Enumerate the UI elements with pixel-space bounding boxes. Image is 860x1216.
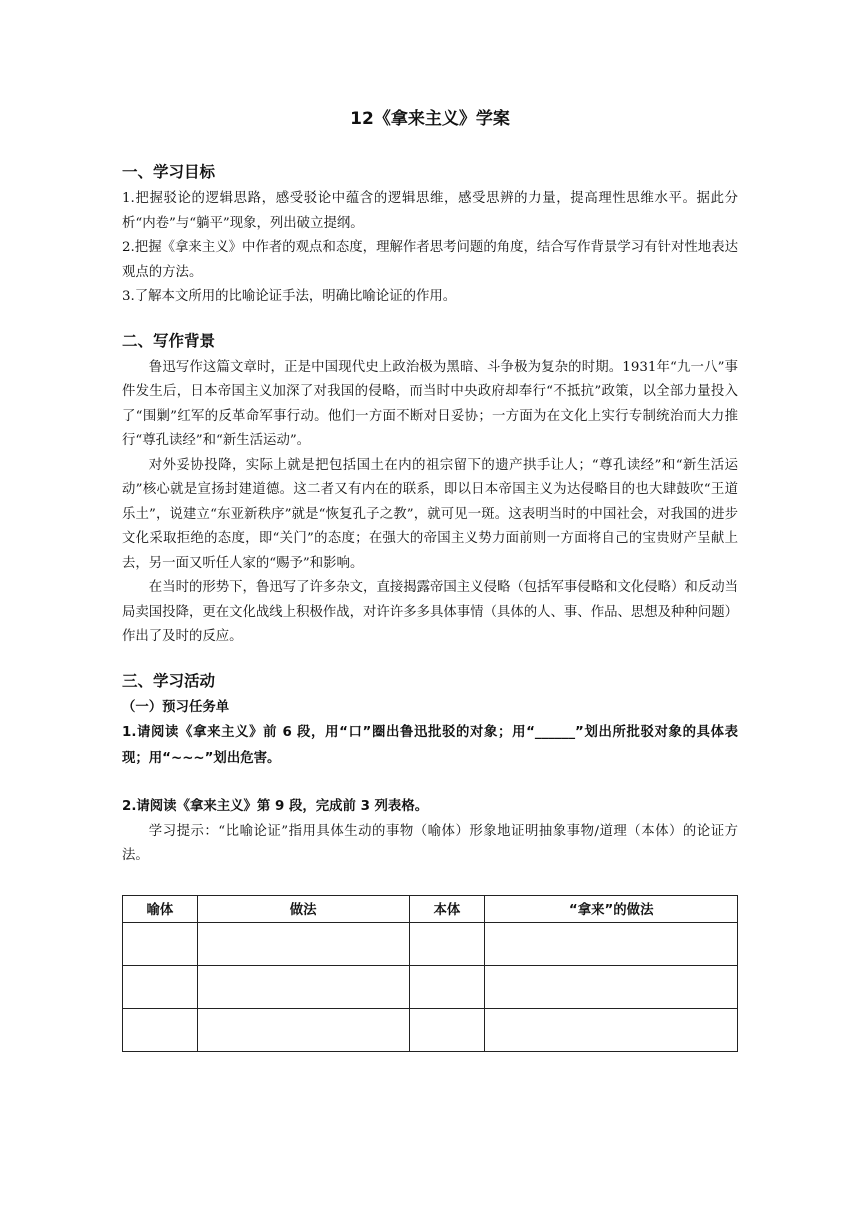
table-cell[interactable]	[123, 965, 198, 1008]
table-cell[interactable]	[485, 922, 738, 965]
document-title: 12《拿来主义》学案	[350, 109, 510, 129]
table-cell[interactable]	[485, 965, 738, 1008]
table-row	[123, 965, 738, 1008]
task-2: 2.请阅读《拿来主义》第 9 段，完成前 3 列表格。	[122, 798, 429, 814]
table-cell[interactable]	[197, 1008, 409, 1051]
subsection-heading-preview-tasks: （一）预习任务单	[122, 699, 230, 715]
table-row	[123, 1008, 738, 1051]
table-header-cell: 本体	[409, 895, 485, 922]
task-1: 1.请阅读《拿来主义》前 6 段，用“口”圈出鲁迅批驳的对象；用“______”划出所批驳对象的具体表现；用“~~~”划出危害。	[122, 724, 738, 766]
table-cell[interactable]	[197, 965, 409, 1008]
table-row	[123, 922, 738, 965]
table-header-cell: 喻体	[123, 895, 198, 922]
table-cell[interactable]	[409, 965, 485, 1008]
objective-item: 1.把握驳论的逻辑思路，感受驳论中蕴含的逻辑思维，感受思辨的力量，提高理性思维水平。据此分析“内卷”与“躺平”现象，列出破立提纲。	[122, 191, 738, 231]
background-paragraph: 鲁迅写作这篇文章时，正是中国现代史上政治极为黑暗、斗争极为复杂的时期。1931年“九一八”事件发生后，日本帝国主义加深了对我国的侵略，而当时中央政府却奉行“不抵抗”政策，以全部力量投入了“围剿”红军的反革命军事行动。他们一方面不断对日妥协；一方面为在文化上实行专制统治而大力推行“尊孔读经”和“新生活运动”。	[122, 359, 738, 448]
section-heading-activities: 三、学习活动	[122, 671, 216, 690]
table-header-cell: “拿来”的做法	[485, 895, 738, 922]
section-heading-objectives: 一、学习目标	[122, 163, 216, 181]
background-paragraph: 对外妥协投降，实际上就是把包括国土在内的祖宗留下的遗产拱手让人；“尊孔读经”和“新生活运动”核心就是宣扬封建道德。这二者又有内在的联系，即以日本帝国主义为达侵略目的也大肆鼓吹“王道乐土”，说建立“东亚新秩序”就是“恢复孔子之教”，就可见一斑。这表明当时的中国社会，对我国的进步文化采取拒绝的态度，即“关门”的态度；在强大的帝国主义势力面前则一方面将自己的宝贵财产呈献上去，另一面又听任人家的“赐予”和影响。	[122, 457, 738, 571]
table-cell[interactable]	[409, 922, 485, 965]
table-cell[interactable]	[197, 922, 409, 965]
table-cell[interactable]	[485, 1008, 738, 1051]
metaphor-table	[122, 895, 738, 1052]
study-hint: 学习提示：“比喻论证”指用具体生动的事物（喻体）形象地证明抽象事物/道理（本体）的论证方法。	[122, 823, 738, 863]
objective-item: 3.了解本文所用的比喻论证手法，明确比喻论证的作用。	[122, 289, 457, 304]
table-cell[interactable]	[409, 1008, 485, 1051]
objective-item: 2.把握《拿来主义》中作者的观点和态度，理解作者思考问题的角度，结合写作背景学习有针对性地表达观点的方法。	[122, 240, 738, 280]
section-heading-background: 二、写作背景	[122, 331, 216, 350]
table-cell[interactable]	[123, 922, 198, 965]
background-paragraph: 在当时的形势下，鲁迅写了许多杂文，直接揭露帝国主义侵略（包括军事侵略和文化侵略）和反动当局卖国投降，更在文化战线上积极作战，对许许多多具体事情（具体的人、事、作品、思想及种种问题）作出了及时的反应。	[122, 580, 738, 644]
document-content	[122, 104, 738, 1052]
table-header-cell: 做法	[197, 895, 409, 922]
table-cell[interactable]	[123, 1008, 198, 1051]
table-header-row	[123, 895, 738, 922]
